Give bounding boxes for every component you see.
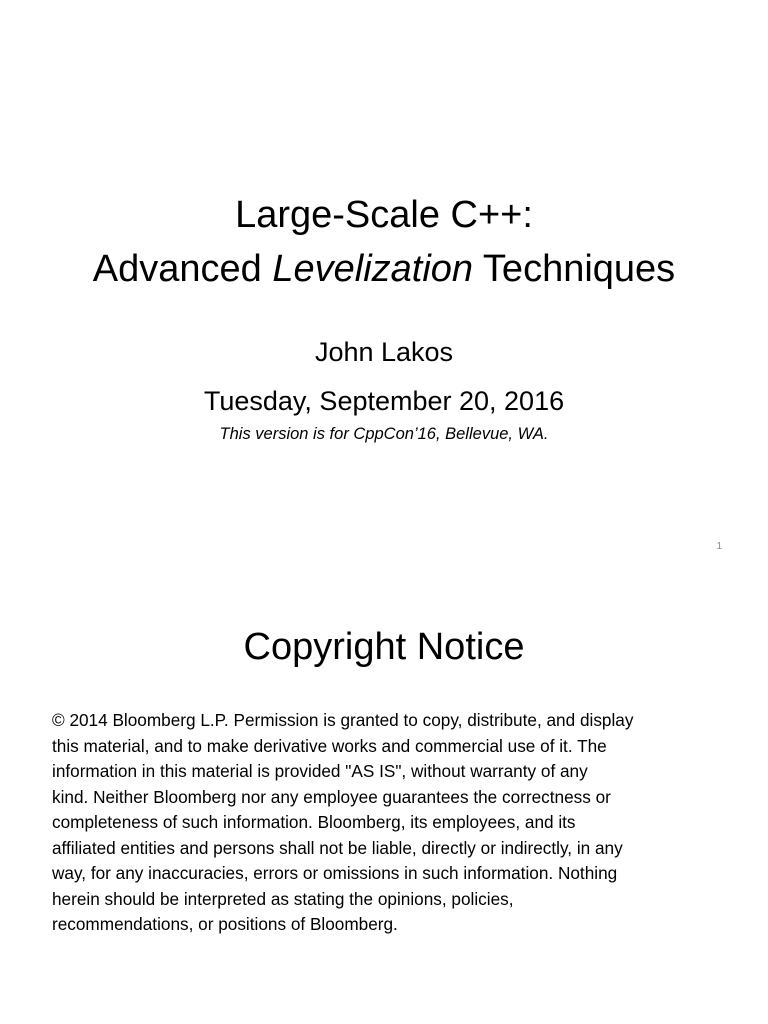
copyright-line: information in this material is provided "AS IS", without warranty of any — [52, 761, 588, 781]
copyright-title: Copyright Notice — [243, 626, 525, 668]
author-name: John Lakos — [314, 337, 454, 367]
copyright-slide — [0, 576, 768, 1024]
title-line-2-prefix: Advanced — [92, 248, 273, 290]
copyright-line: herein should be interpreted as stating the opinions, policies, — [52, 888, 514, 909]
copyright-line: affiliated entities and persons shall not be liable, directly or indirectly, in any — [52, 837, 623, 858]
presentation-date: Tuesday, September 20, 2016 — [203, 386, 565, 416]
copyright-line: recommendations, or positions of Bloomberg. — [52, 914, 398, 934]
slide-title — [0, 188, 768, 296]
title-emphasis: Levelization — [272, 248, 474, 290]
copyright-line: completeness of such information. Bloomberg, its employees, and its — [52, 812, 576, 832]
copyright-line: this material, and to make derivative works and commercial use of it. The — [52, 735, 607, 756]
version-note: This version is for CppCon’16, Bellevue, WA. — [219, 425, 549, 443]
title-line-2-suffix: Techniques — [473, 248, 676, 290]
copyright-line: © 2014 Bloomberg L.P. Permission is granted to copy, distribute, and display — [52, 710, 634, 730]
copyright-body — [52, 708, 720, 938]
title-line-2 — [0, 242, 768, 296]
title-line-1: Large-Scale C++: — [235, 194, 533, 236]
copyright-line: way, for any inaccuracies, errors or omissions in such information. Nothing — [52, 863, 618, 883]
slide-number: 1 — [716, 541, 722, 552]
copyright-line: kind. Neither Bloomberg nor any employee guarantees the correctness or — [52, 786, 611, 807]
